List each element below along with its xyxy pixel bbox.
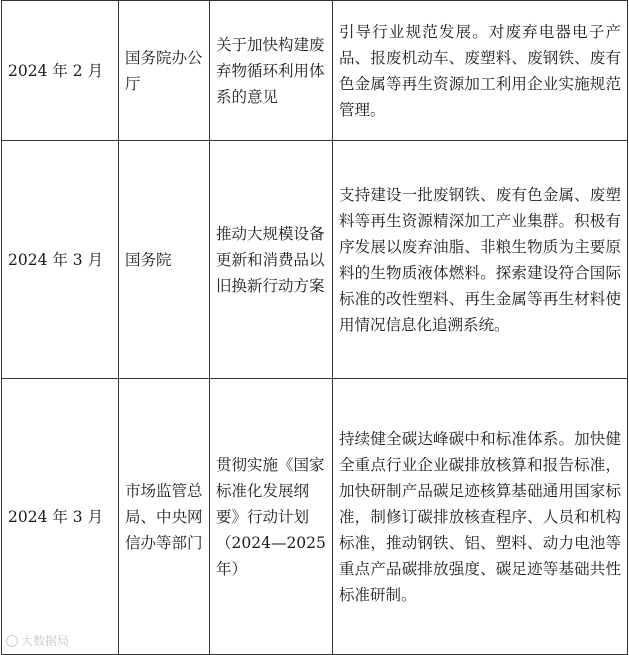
watermark-text: 大数据局 xyxy=(21,634,70,648)
content-cell xyxy=(333,379,628,655)
table-row xyxy=(2,379,628,655)
issuer-cell: 市场监管总局、中央网信办等部门 xyxy=(119,379,210,655)
table-row xyxy=(2,141,628,379)
table-row xyxy=(2,1,628,141)
document-title-cell: 贯彻实施《国家标准化发展纲要》行动计划（2024—2025年） xyxy=(210,379,333,655)
date-cell: 2024 年 2 月 xyxy=(2,1,119,141)
content-text: 引导行业规范发展。对废弃电器电子产品、报废机动车、废塑料、废钢铁、废有色金属等再生资源加工利用企业实施规范管理。 xyxy=(339,22,621,119)
policy-table xyxy=(1,0,628,655)
date-cell: 2024 年 3 月 xyxy=(2,141,119,379)
document-title-cell: 关于加快构建废弃物循环利用体系的意见 xyxy=(210,1,333,141)
content-cell xyxy=(333,1,628,141)
content-text: 支持建设一批废钢铁、废有色金属、废塑料等再生资源精深加工产业集群。积极有序发展以废弃油脂、非粮生物质为主要原料的生物质液体燃料。探索建设符合国际标准的改性塑料、再生金属等再生材料使用情况信息化追溯系统。 xyxy=(339,185,621,334)
issuer-cell: 国务院办公厅 xyxy=(119,1,210,141)
document-title-cell: 推动大规模设备更新和消费品以旧换新行动方案 xyxy=(210,141,333,379)
issuer-cell: 国务院 xyxy=(119,141,210,379)
watermark xyxy=(6,632,69,649)
date-cell: 2024 年 3 月 xyxy=(2,379,119,655)
watermark-logo-icon xyxy=(6,635,18,647)
content-text: 持续健全碳达峰碳中和标准体系。加快健全重点行业企业碳排放核算和报告标准，加快研制产品碳足迹核算基础通用国家标准，制修订碳排放核查程序、人员和机构标准，推动钢铁、铝、塑料、动力电池等重点产品碳排放强度、碳足迹等基础共性标准研制。 xyxy=(339,429,621,604)
content-cell xyxy=(333,141,628,379)
